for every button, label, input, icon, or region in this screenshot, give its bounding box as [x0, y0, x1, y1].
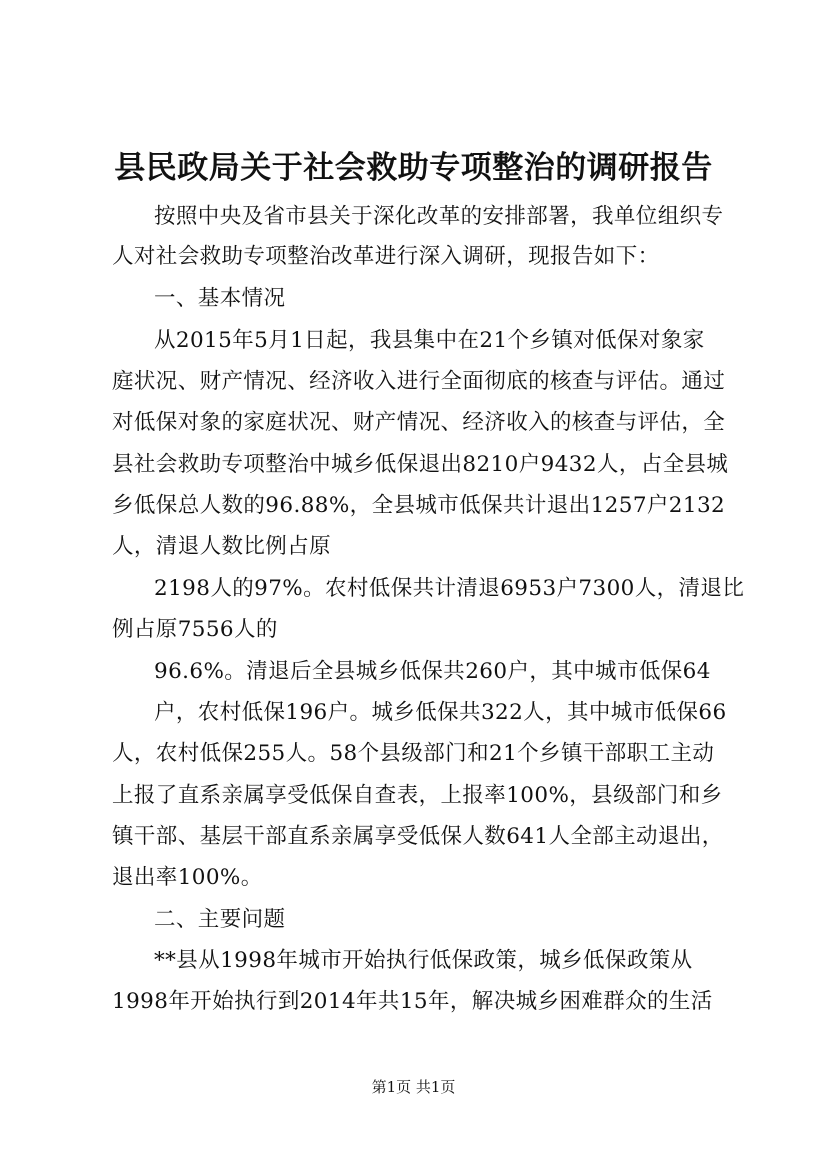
- paragraph-line-14: 人，农村低保255人。58个县级部门和21个乡镇干部职工主动: [112, 741, 715, 766]
- paragraph-line-7: 县社会救助专项整治中城乡低保退出8210户9432人，占全县城: [112, 452, 729, 477]
- section-heading-main-problems: 二、主要问题: [154, 907, 286, 932]
- paragraph-line-16: 镇干部、基层干部直系亲属享受低保人数641人全部主动退出，: [112, 824, 724, 849]
- paragraph-line-11: 例占原7556人的: [112, 617, 278, 642]
- paragraph-line-13: 户，农村低保196户。城乡低保共322人，其中城市低保66: [154, 700, 727, 725]
- page-number-footer: 第1页 共1页: [371, 1078, 456, 1096]
- paragraph-line-4: 从2015年5月1日起，我县集中在21个乡镇对低保对象家: [154, 328, 705, 353]
- paragraph-line-10: 2198人的97%。农村低保共计清退6953户7300人，清退比: [154, 576, 745, 601]
- paragraph-line-2: 人对社会救助专项整治改革进行深入调研，现报告如下：: [112, 244, 660, 269]
- paragraph-line-20: 1998年开始执行到2014年共15年，解决城乡困难群众的生活: [112, 989, 713, 1014]
- paragraph-line-15: 上报了直系亲属享受低保自查表，上报率100%，县级部门和乡: [112, 783, 723, 808]
- paragraph-line-12: 96.6%。清退后全县城乡低保共260户，其中城市低保64: [154, 659, 711, 684]
- paragraph-line-1: 按照中央及省市县关于深化改革的安排部署，我单位组织专: [154, 204, 724, 229]
- document-title: 县民政局关于社会救助专项整治的调研报告: [114, 150, 713, 186]
- paragraph-line-19: **县从1998年城市开始执行低保政策，城乡低保政策从: [154, 948, 693, 973]
- paragraph-line-17: 退出率100%。: [112, 865, 263, 890]
- paragraph-line-8: 乡低保总人数的96.88%，全县城市低保共计退出1257户2132: [112, 493, 726, 518]
- section-heading-basic-situation: 一、基本情况: [154, 286, 286, 311]
- paragraph-line-5: 庭状况、财产情况、经济收入进行全面彻底的核查与评估。通过: [112, 369, 726, 394]
- paragraph-line-6: 对低保对象的家庭状况、财产情况、经济收入的核查与评估，全: [112, 410, 726, 435]
- paragraph-line-9: 人，清退人数比例占原: [112, 534, 332, 559]
